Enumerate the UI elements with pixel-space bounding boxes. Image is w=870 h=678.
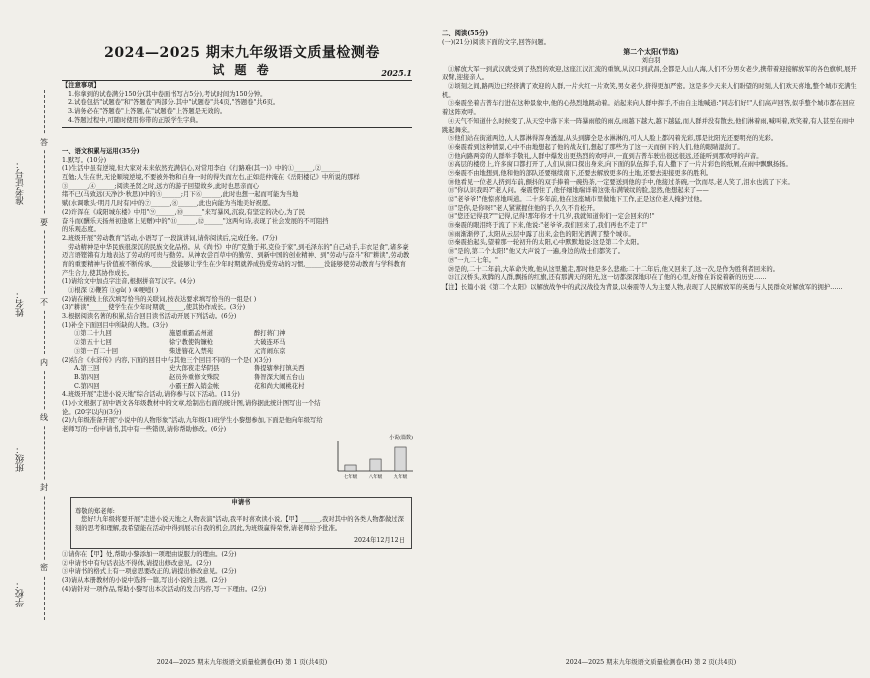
binding-strip	[0, 0, 62, 678]
letter-salutation: 尊敬的郑老师:	[75, 507, 115, 515]
chart-tick-label: 七年级	[343, 475, 358, 480]
chapter-row: ①第二十九回 施恩重霸孟州道 醉打蒋门神	[74, 330, 286, 338]
date-tag: 2025.1	[381, 68, 412, 78]
essay-paragraph: ⑮秦震的眼泪终于流了下来,他说:"老爷爷,我们回来了,我们再也不走了!"	[448, 222, 648, 230]
notice-item: 1.你拿到的试卷满分150分(其中卷面书写占5分),考试时间为150分钟。	[68, 90, 267, 98]
section-1	[62, 148, 412, 435]
notice-item: 2.试卷包括"试题卷"和"答题卷"两部分.其中"试题卷"共4页,"答题卷"共6页。	[68, 99, 280, 107]
question-heading: 3.根据阅读名著的积累,结合回目读书活动开展下列活动。(6分)	[62, 313, 237, 321]
chart-bar	[395, 447, 406, 471]
question-heading: 2.班级开展"劳动教育"活动,小语写了一段演讲词,请你阅读后,完成任务。(7分)	[62, 234, 278, 242]
question-heading: 1.默写。(10分)	[62, 156, 107, 164]
essay-paragraph: ⑩他看见一位老人挤到车前,颤抖的双手捧着一碗热茶,一定要送到他的手中,他接过茶碗,一饮而尽,老人笑了,泪水也流了下来。	[448, 178, 794, 186]
essay-paragraph: ⑭"您还记得我?""记得,记得!那年你才十几岁,我就知道你们一定会回来的!"	[448, 213, 655, 221]
question-line: (1)小文根据了初中语文各年级教材中的文章,绘制出右面的统计图,请你据此统计图写出一个结论。(20字以内)(3分)	[62, 399, 321, 416]
essay-paragraph: ③秦震坐着吉普车行进在这种景象中,他的心热烈地跳动着。站起来向人群中挥手,不由自主地喊道:"同志们好!"人们高声回答,似乎整个城市都在回应着这阵欢呼。	[442, 100, 855, 117]
essay-paragraph: ⑱"是的,第二个太阳!"他又大声说了一遍,身边的战士们都笑了。	[448, 248, 625, 256]
binding-mark: 线	[40, 410, 48, 425]
question-heading: 4.班级开展"走进小说天地"综合活动,请你参与以下活动。(11分)	[62, 391, 240, 399]
question-line: 互勉;人生在世,无论顺境逆境,不要被外物和自身一时的得失而左右,正如范仲淹在《岳阳楼记》中所说的那样③______,④______;阅读圣贤之时,远方的游子回望故乡,此时也思亲而心	[62, 174, 360, 190]
chapter-row: ②第五十七回 徐宁教使钩镰枪 大破连环马	[74, 339, 286, 347]
question-line: 奋斗而(酬乐天扬州初逢席上见赠)中的"⑪______,⑫______"这两句诗,表现了社会发展的不可阻挡	[62, 217, 329, 225]
option-row: A.第三回 史大郎夜走华阴县 鲁提辖拳打镇关西	[74, 365, 305, 373]
essay-title: 第二个太阳(节选)	[623, 47, 679, 57]
page-1	[62, 0, 422, 678]
question-line: 赋(水调歌头·明月几时有)中的⑦______,⑧______,此也向能为当地美好祝愿。	[62, 200, 275, 208]
section-heading: 一、语文积累与运用(35分)	[62, 148, 140, 155]
application-letter	[70, 497, 412, 549]
question-line: (1)补全下面回目中所缺的人物。(3分)	[62, 321, 168, 329]
name-field[interactable]: 姓名：	[16, 290, 26, 317]
page-footer: 2024—2025 期末九年级语文质量检测卷(H) 第 2 页(共4页)	[565, 659, 737, 667]
question-line: 的乐观态度。	[62, 226, 100, 234]
class-field[interactable]: 班级：	[16, 445, 26, 472]
notice-item: 4.答题过程中,可随时使用你带的正版学生字典。	[68, 116, 202, 124]
question-4-tasks	[62, 551, 412, 594]
question-line: 绪不已(马致远(天净沙·秋思))中的⑤______;月下⑥______,此时也想一起而可能为当地	[62, 191, 299, 199]
essay-paragraph: ⑲"一九二七年。"	[448, 256, 498, 264]
binding-mark: 答	[40, 135, 48, 150]
question-passage: 劳动精神是中华民族很深沉的民族文化品格。从《尚书》中的"克勤于邦,克俭于家",到毛泽东的"自己动手,丰衣足食",诸多豪迈言语铿锵有力地表达了劳动的可贵与勤劳。从神农尝百草中的勤劳、到新中国的创业精神、到"劳动与奋斗"和"耕读",劳动教育的重要精神与价值被不断传承,______没能够让学生在少年时期就养成热爱劳动的习惯,______没能够使劳动教育与学科教育产生合力,使其协作成长。	[62, 243, 410, 277]
school-field[interactable]: 学校：	[16, 580, 26, 607]
essay-paragraph: ⑥秦震看到这种情景,心中不由地想起了他的战友们,想起了那些为了这一天而倒下的人们,他的眼睛湿润了。	[448, 143, 744, 151]
question-2	[62, 235, 412, 313]
option-row: B.第四回 赵员外重修文殊院 鲁智深大闹五台山	[74, 373, 305, 381]
question-4	[62, 391, 324, 434]
essay-paragraph: ⑧高层的楼房上,许多窗口都打开了,人们从窗口探出身来,向下面的队伍挥手,有人撒下了一片片彩色的纸屑,在雨中飘飘扬扬。	[448, 161, 792, 169]
binding-mark: 密	[40, 560, 48, 575]
essay-paragraph: ⑳是的,二十二年前,大革命失败,他从这里撤走,那时他是多么悲痛;二十二年后,他又回来了,这一次,是作为胜利者回来的。	[448, 265, 779, 273]
essay-paragraph: ㉑江汉桥头,欢腾的人群,飘扬的红旗,还有那满天的阳光,这一切都深深地印在了他的心里,好像在诉说着新的历史……	[448, 274, 767, 282]
page-title: 2024—2025 期末九年级语文质量检测卷	[104, 45, 380, 61]
question-line: (2)结合《水浒传》内容,下面的回目中与其他三个回目不同的一个是( )(3分)	[62, 356, 272, 364]
letter-body: 您好!九年级将要开展"走进小说天地之人物表演"活动,我平时喜欢读小说,【甲】______,我对其中的各类人物都做过深刻的思考和理解,我希望能在活动中得到展示自我的机会,因此,为班级赢得荣誉,请老师给予批准。	[75, 516, 404, 533]
question-line: (2)九年级准备开展"小说中的人物形象"活动,九年级(1)班学生小黎想参加,下面是他向年级写给老师写的一份申请书,其中有一些错误,请你帮助修改。(6分)	[62, 417, 323, 433]
essay-paragraph: ⑨秦震不由地想到,他和他的部队还要继续南下,还要去解放更多的土地,还要去迎接更多的胜利。	[448, 169, 713, 177]
option-row: C.第四回 小霸王醉入销金帐 花和尚大闹桃花村	[74, 382, 305, 390]
essay-body	[442, 66, 860, 283]
chart-tick-label: 九年级	[393, 475, 408, 480]
letter-date: 2024年12月12日	[354, 537, 405, 545]
novel-count-chart	[332, 432, 417, 480]
question-line: (3)请从本册教材的小说中选择一篇,写出小说的主题。(2分)	[62, 577, 227, 585]
chart-title: 小说(篇数)	[389, 435, 413, 441]
essay-paragraph: ⑬"是你,是你呀!"老人紧紧握住他的手,久久不肯松开。	[448, 204, 599, 212]
essay-paragraph: ⑫"老爷爷!"他惊喜地叫道。二十多年前,他在这座城市里做地下工作,正是这位老人掩护过他。	[448, 196, 706, 204]
notice-heading: 【注意事项】	[62, 82, 100, 89]
notice-item: 3.请务必在"答题卷"上答题,在"试题卷"上答题是无效的。	[68, 108, 227, 116]
page-2	[442, 0, 860, 678]
page-subtitle: 试 题 卷	[212, 63, 272, 77]
question-line: ①请你在【甲】处,帮助小黎添加一项理由说服力的理由。(2分)	[62, 551, 237, 558]
chapter-row: ③第一百二十回 柴进簪花入禁苑 元宵闹东京	[74, 347, 286, 355]
section-heading: 二、阅读(55分)	[442, 30, 489, 37]
essay-paragraph: ⑤他们站在街道两边,人人都淋得浑身透湿,从头到脚全是水淋淋的,可人人脸上都闪着光彩,那是比阳光还要明亮的光彩。	[448, 135, 778, 143]
essay-paragraph: ⑯雨渐渐停了,太阳从云层中露了出来,金色的阳光洒满了整个城市。	[448, 230, 635, 238]
question-line: (2)请在横线上依次填写恰当的关联词,按表达要求填写恰当的一组是( )	[62, 295, 257, 303]
chart-bar	[370, 459, 381, 471]
essay-author: 刘白羽	[641, 57, 661, 65]
binding-mark: 要	[40, 215, 48, 230]
essay-paragraph: ①解放大军一到武汉就受到了热烈的欢迎,这座江汉汇流的重镇,从汉口到武昌,全都是人山人海,人们不分男女老少,携带着迎接解放军的各色旗帜,展开双臂,迎接亲人。	[442, 65, 857, 82]
question-line: (4)请针对一项作品,帮助小黎写出本次活动的发言内容,写一下理由。(2分)	[62, 585, 267, 593]
binding-mark: 封	[40, 480, 48, 495]
question-line: (1)请给文中加点字注音,根据拼音写汉字。(4分)	[62, 278, 196, 286]
essay-note: 【注】长篇小说《第二个太阳》以解放战争中的武汉战役为背景,以秦震等人为主要人物,表现了人民解放军的英勇与人民群众对解放军的拥护……	[442, 283, 843, 291]
notice-box	[62, 80, 412, 128]
question-3	[62, 313, 412, 391]
essay-paragraph: ⑰秦震抬起头,望着那一轮初升的太阳,心中默默地说:这是第二个太阳。	[448, 239, 644, 247]
essay-paragraph: ②顷刻之间,路两边已经挤满了欢迎的人群,一片火红一片欢笑,男女老少,挤得更加严密。这是多少天来人们盼望的时刻,人们欢天喜地,整个城市充满生机。	[442, 83, 857, 99]
essay-paragraph: ⑪"你认识我吗?"老人问。秦震愣住了,他仔细地端详着这张布满皱纹的脸,忽然,他想起来了——	[448, 187, 709, 195]
question-line: (3)"耕读"______使学生在少年时期就______,使其协作成长。(3分)	[62, 304, 246, 312]
question-line: (2)许浑在《咸阳城东楼》中用"⑨______,⑩______"来写暴风,沉寂,有坚定的决心,为了民	[62, 208, 306, 216]
reading-section	[442, 30, 860, 293]
question-line: ③申请书的格式上有一项意思要改正的,请提出修改意见。(2分)	[62, 568, 237, 576]
essay-paragraph: ④天气不知道什么时候变了,从天空中落下来一阵暴雨般的雨点,雨越下越大,越下越猛,而人群并没有散去,他们淋着雨,喊叫着,欢笑着,有人甚至在雨中跳起舞来。	[442, 117, 855, 134]
question-1	[62, 157, 412, 235]
question-line: ①根深 ②鞭笞 ③gǔ( ) ④哽噎( )	[68, 287, 159, 294]
chart-svg	[332, 432, 417, 480]
question-intro: (一)(21分)阅读下面的文字,回答问题。	[442, 38, 550, 46]
exam-number-field[interactable]: 准考证号：	[16, 160, 26, 205]
letter-title: 申请书	[231, 499, 251, 506]
question-line: (1)生活中虽有逆境,但大家对未来依然充满信心,对常用李白《行路难(其一)》中的①______,②______	[62, 165, 341, 173]
chart-tick-label: 八年级	[368, 475, 383, 480]
binding-mark: 不	[40, 295, 48, 310]
question-line: ②申请书中有句话表达不得体,请提出修改意见。(2分)	[62, 559, 212, 567]
chart-bar	[345, 465, 356, 471]
page-footer: 2024—2025 期末九年级语文质量检测卷(H) 第 1 页(共4页)	[156, 659, 328, 667]
binding-mark: 内	[40, 355, 48, 370]
essay-paragraph: ⑦他向路两旁的人群举手敬礼,人群中爆发出更热烈的欢呼声,一直到吉普车驶出很远很远,还能听到那欢呼的声音。	[448, 152, 763, 160]
